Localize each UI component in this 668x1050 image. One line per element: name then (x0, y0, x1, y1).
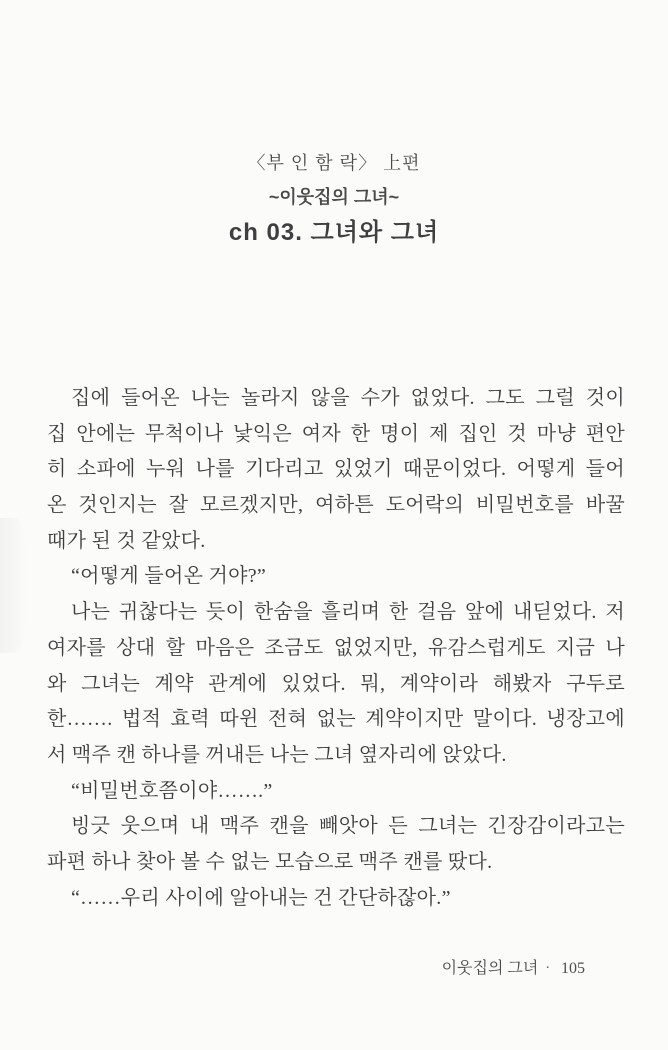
series-subtitle: ~이웃집의 그녀~ (268, 187, 400, 207)
body-line: “……우리 사이에 알아내는 건 간단하잖아.” (71, 886, 451, 909)
body-line: 온 것인지는 잘 모르겠지만, 여하튼 도어락의 비밀번호를 바꿀 (47, 494, 625, 517)
body-text (47, 381, 625, 916)
body-line: 서 맥주 캔 하나를 꺼내든 나는 그녀 옆자리에 앉았다. (47, 743, 507, 766)
series-title: 〈부 인 함 락〉 上편 (247, 153, 421, 173)
body-line: 때가 된 것 같았다. (47, 529, 206, 552)
scan-edge-artifact (0, 518, 28, 653)
chapter-header (0, 146, 668, 252)
body-line: 와 그녀는 계약 관계에 있었다. 뭐, 계약이라 해봤자 구두로 (47, 672, 625, 695)
body-line: 빙긋 웃으며 내 맥주 캔을 빼앗아 든 그녀는 긴장감이라고는 (71, 815, 625, 838)
body-line: 집에 들어온 나는 놀라지 않을 수가 없었다. 그도 그럴 것이 (71, 387, 625, 409)
running-title: 이웃집의 그녀 (441, 960, 539, 977)
body-line: 집 안에는 무척이나 낯익은 여자 한 명이 제 집인 것 마냥 편안 (47, 422, 625, 445)
chapter-title: ch 03. 그녀와 그녀 (228, 219, 440, 246)
body-line: 파편 하나 찾아 볼 수 없는 모습으로 맥주 캔를 땄다. (47, 850, 493, 873)
body-line: 여자를 상대 할 마음은 조금도 없었지만, 유감스럽게도 지금 나 (47, 636, 625, 659)
body-line: “비밀번호쯤이야…….” (71, 779, 273, 802)
body-line: 히 소파에 누워 나를 기다리고 있었기 때문이었다. 어떻게 들어 (47, 458, 625, 481)
body-line: 나는 귀찮다는 듯이 한숨을 흘리며 한 걸음 앞에 내딛었다. 저 (71, 601, 625, 624)
footer-separator: · (545, 961, 550, 976)
page-number: 105 (561, 960, 585, 977)
body-line: 한……. 법적 효력 따윈 전혀 없는 계약이지만 말이다. 냉장고에 (47, 708, 625, 731)
page-footer (442, 957, 585, 981)
body-line: “어떻게 들어온 거야?” (71, 565, 267, 588)
